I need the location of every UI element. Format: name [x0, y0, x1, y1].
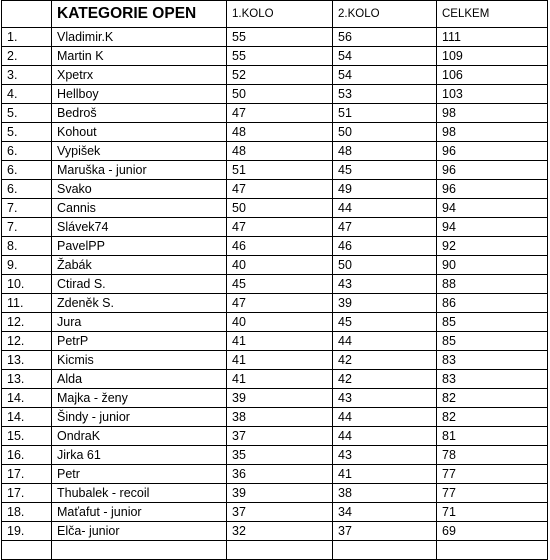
round1-cell: 41	[227, 332, 333, 351]
table-row	[2, 161, 548, 180]
table-row	[2, 484, 548, 503]
round1-cell: 38	[227, 408, 333, 427]
round2-cell: 45	[333, 161, 437, 180]
round2-cell: 50	[333, 123, 437, 142]
name-cell: Ctirad S.	[52, 275, 227, 294]
rank-cell: 18.	[2, 503, 52, 522]
rank-cell: 12.	[2, 313, 52, 332]
round2-cell: 50	[333, 256, 437, 275]
table-row	[2, 351, 548, 370]
table-row	[2, 389, 548, 408]
header-total: CELKEM	[437, 1, 548, 28]
round1-cell: 39	[227, 389, 333, 408]
round2-cell: 34	[333, 503, 437, 522]
name-cell: Jura	[52, 313, 227, 332]
rank-cell: 6.	[2, 180, 52, 199]
round1-cell: 48	[227, 142, 333, 161]
table-row	[2, 427, 548, 446]
round2-cell: 54	[333, 66, 437, 85]
results-table	[1, 0, 548, 560]
total-cell: 78	[437, 446, 548, 465]
name-cell: Martin K	[52, 47, 227, 66]
round1-cell: 37	[227, 427, 333, 446]
name-cell: Vypišek	[52, 142, 227, 161]
round2-cell: 43	[333, 446, 437, 465]
table-row	[2, 465, 548, 484]
rank-cell: 7.	[2, 199, 52, 218]
rank-cell: 4.	[2, 85, 52, 104]
rank-cell: 6.	[2, 161, 52, 180]
rank-cell: 5.	[2, 123, 52, 142]
round2-cell: 49	[333, 180, 437, 199]
name-cell: Cannis	[52, 199, 227, 218]
total-cell: 96	[437, 161, 548, 180]
table-row	[2, 28, 548, 47]
name-cell: Thubalek - recoil	[52, 484, 227, 503]
name-cell: Kicmis	[52, 351, 227, 370]
table-row	[2, 541, 548, 560]
rank-cell: 3.	[2, 66, 52, 85]
table-row	[2, 85, 548, 104]
total-cell: 94	[437, 218, 548, 237]
total-cell: 83	[437, 370, 548, 389]
name-cell: Šindy - junior	[52, 408, 227, 427]
header-round2: 2.KOLO	[333, 1, 437, 28]
table-row	[2, 47, 548, 66]
round1-cell: 50	[227, 85, 333, 104]
round1-cell: 41	[227, 351, 333, 370]
name-cell: Majka - ženy	[52, 389, 227, 408]
rank-cell: 6.	[2, 142, 52, 161]
name-cell: Alda	[52, 370, 227, 389]
table-row	[2, 104, 548, 123]
round2-cell: 46	[333, 237, 437, 256]
round1-cell: 52	[227, 66, 333, 85]
round1-cell: 47	[227, 104, 333, 123]
round1-cell: 47	[227, 294, 333, 313]
total-cell: 109	[437, 47, 548, 66]
round2-cell: 44	[333, 199, 437, 218]
total-cell: 85	[437, 332, 548, 351]
rank-cell: 13.	[2, 351, 52, 370]
name-cell: Svako	[52, 180, 227, 199]
total-cell: 103	[437, 85, 548, 104]
round2-cell: 44	[333, 332, 437, 351]
round1-cell: 47	[227, 180, 333, 199]
name-cell: PavelPP	[52, 237, 227, 256]
round1-cell: 45	[227, 275, 333, 294]
rank-cell: 10.	[2, 275, 52, 294]
round2-cell: 53	[333, 85, 437, 104]
rank-cell: 7.	[2, 218, 52, 237]
rank-cell: 5.	[2, 104, 52, 123]
name-cell: Jirka 61	[52, 446, 227, 465]
total-cell: 82	[437, 408, 548, 427]
total-cell: 86	[437, 294, 548, 313]
name-cell: Slávek74	[52, 218, 227, 237]
round1-cell: 55	[227, 47, 333, 66]
name-cell: Bedroš	[52, 104, 227, 123]
total-cell: 69	[437, 522, 548, 541]
total-cell: 83	[437, 351, 548, 370]
round2-cell: 45	[333, 313, 437, 332]
table-row	[2, 503, 548, 522]
rank-cell: 9.	[2, 256, 52, 275]
name-cell: Petr	[52, 465, 227, 484]
total-cell: 94	[437, 199, 548, 218]
total-cell: 98	[437, 104, 548, 123]
round1-cell: 39	[227, 484, 333, 503]
total-cell: 90	[437, 256, 548, 275]
table-row	[2, 180, 548, 199]
rank-cell: 11.	[2, 294, 52, 313]
round1-cell: 40	[227, 313, 333, 332]
total-cell: 71	[437, 503, 548, 522]
round1-cell: 50	[227, 199, 333, 218]
rank-cell: 12.	[2, 332, 52, 351]
round2-cell: 39	[333, 294, 437, 313]
rank-cell: 1.	[2, 28, 52, 47]
round2-cell: 44	[333, 427, 437, 446]
round1-cell: 47	[227, 218, 333, 237]
table-row	[2, 142, 548, 161]
header-rank	[2, 1, 52, 28]
total-cell: 77	[437, 465, 548, 484]
name-cell: PetrP	[52, 332, 227, 351]
round1-cell: 37	[227, 503, 333, 522]
name-cell: OndraK	[52, 427, 227, 446]
rank-cell	[2, 541, 52, 560]
round1-cell: 41	[227, 370, 333, 389]
name-cell: Hellboy	[52, 85, 227, 104]
round1-cell: 48	[227, 123, 333, 142]
name-cell: Maruška - junior	[52, 161, 227, 180]
name-cell: Maťafut - junior	[52, 503, 227, 522]
total-cell: 96	[437, 180, 548, 199]
name-cell: Zdeněk S.	[52, 294, 227, 313]
total-cell: 85	[437, 313, 548, 332]
name-cell: Elča- junior	[52, 522, 227, 541]
total-cell: 88	[437, 275, 548, 294]
table-row	[2, 446, 548, 465]
round1-cell	[227, 541, 333, 560]
table-row	[2, 218, 548, 237]
round1-cell: 55	[227, 28, 333, 47]
rank-cell: 19.	[2, 522, 52, 541]
total-cell: 106	[437, 66, 548, 85]
table-row	[2, 199, 548, 218]
rank-cell: 16.	[2, 446, 52, 465]
rank-cell: 14.	[2, 389, 52, 408]
name-cell: Vladimir.K	[52, 28, 227, 47]
round2-cell	[333, 541, 437, 560]
total-cell: 111	[437, 28, 548, 47]
round2-cell: 42	[333, 351, 437, 370]
rank-cell: 14.	[2, 408, 52, 427]
total-cell: 96	[437, 142, 548, 161]
header-row	[2, 1, 548, 28]
header-round1: 1.KOLO	[227, 1, 333, 28]
total-cell: 92	[437, 237, 548, 256]
rank-cell: 2.	[2, 47, 52, 66]
round2-cell: 48	[333, 142, 437, 161]
name-cell: Xpetrx	[52, 66, 227, 85]
round2-cell: 42	[333, 370, 437, 389]
table-body	[2, 1, 548, 560]
round1-cell: 51	[227, 161, 333, 180]
header-category: KATEGORIE OPEN	[52, 1, 227, 28]
table-row	[2, 275, 548, 294]
table-row	[2, 313, 548, 332]
round1-cell: 36	[227, 465, 333, 484]
round2-cell: 38	[333, 484, 437, 503]
rank-cell: 17.	[2, 465, 52, 484]
table-row	[2, 332, 548, 351]
round2-cell: 54	[333, 47, 437, 66]
table-row	[2, 66, 548, 85]
total-cell: 77	[437, 484, 548, 503]
rank-cell: 15.	[2, 427, 52, 446]
round2-cell: 41	[333, 465, 437, 484]
round1-cell: 40	[227, 256, 333, 275]
round1-cell: 35	[227, 446, 333, 465]
table-row	[2, 370, 548, 389]
round1-cell: 32	[227, 522, 333, 541]
round2-cell: 43	[333, 389, 437, 408]
name-cell	[52, 541, 227, 560]
rank-cell: 13.	[2, 370, 52, 389]
table-row	[2, 237, 548, 256]
total-cell	[437, 541, 548, 560]
name-cell: Žabák	[52, 256, 227, 275]
total-cell: 98	[437, 123, 548, 142]
round2-cell: 44	[333, 408, 437, 427]
table-row	[2, 408, 548, 427]
rank-cell: 8.	[2, 237, 52, 256]
rank-cell: 17.	[2, 484, 52, 503]
total-cell: 82	[437, 389, 548, 408]
name-cell: Kohout	[52, 123, 227, 142]
round2-cell: 37	[333, 522, 437, 541]
table-row	[2, 123, 548, 142]
round2-cell: 51	[333, 104, 437, 123]
table-row	[2, 522, 548, 541]
table-row	[2, 256, 548, 275]
round2-cell: 47	[333, 218, 437, 237]
round2-cell: 43	[333, 275, 437, 294]
round1-cell: 46	[227, 237, 333, 256]
round2-cell: 56	[333, 28, 437, 47]
total-cell: 81	[437, 427, 548, 446]
table-row	[2, 294, 548, 313]
